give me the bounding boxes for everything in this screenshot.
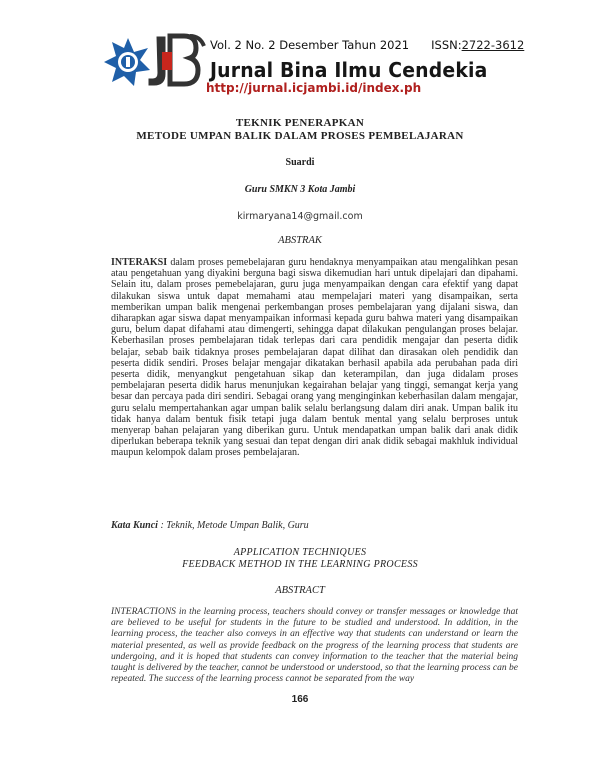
journal-logo: [104, 26, 208, 98]
abstract-heading: ABSTRACT: [275, 585, 325, 596]
journal-header-meta: [210, 38, 524, 52]
abstract-body: INTERACTIONS in the learning process, teachers should convey or transfer messages or knowledge that are believed to be useful for students in the future to be studied and understood. In addition, in the learning process, the teacher also conveys in an effective way that students can understand or learn the material presented, as well as provide feedback on the progress of the learning process that students are undergoing, and it is hoped that students can convey information to the teacher that the material being taught is delivered by the teacher, cannot be understood or understood, so that the learning process can be repeated. The success of the learning process cannot be separated from the way: [111, 607, 518, 685]
abstrak-text: dalam proses pemebelajaran guru hendaknya menyampaikan atau mengalihkan pesan atau pengetahuan yang diyakini berguna bagi siswa dikemudian hari untuk dipelajari dan dipahami. Selain itu, dalam proses pemebelajaran, guru juga menyampaikan dengan cara efektif yang dapat dilakukan siswa untuk dapat memahami atau mempelajari materi yang disampaikan, serta memberikan umpan balik mengenai perkembangan proses pembelajaran yang dijalani siswa, dan diharapkan agar siswa dapat menyampaikan informasi kepada guru bahwa materi yang disampaikan guru, belum dapat difahami atau dimengerti, sehingga dapat dilakukan pengulangan proses belajar. Keberhasilan proses pembelajaran tidak terlepas dari cara pendidik mengajar dan peserta didik belajar, sebab baik tidaknya proses pembelajaran dapat dilihat dan dirasakan oleh pendidik dan peserta didik sendiri. Proses belajar mengajar dikatakan berhasil apabila ada perubahan pada diri peserta didik, menyangkut pengetahuan sikap dan keterampilan, dan juga didalam proses pembelajaran peserta didik harus menunjukan kegairahan belajar yang tinggi, semangat kerja yang besar dan percaya pada diri sendiri. Sebagai orang yang menginginkan keberhasilan dalam mengajar, guru selalu mempertahankan agar umpan balik selalu berlangsung dalam diri anak. Umpan balik itu tidak hanya dalam bentuk fisik tetapi juga dalam bentuk mental yang selalu berproses untuk menyerap bahan pelajaran yang diberikan guru. Untuk mendapatkan umpan balik dari anak didik diperlukan beberapa teknik yang sesuai dan tepat dengan diri anak didik sebagai makhluk individual maupun kelompok dalam proses pembelajaran.: [111, 257, 518, 459]
author-affiliation: Guru SMKN 3 Kota Jambi: [244, 184, 356, 195]
keywords-label: Kata Kunci: [111, 520, 158, 531]
article-title-line1: TEKNIK PENERAPKAN: [235, 117, 365, 129]
article-title-line2: METODE UMPAN BALIK DALAM PROSES PEMBELAJARAN: [136, 130, 464, 142]
issn-number: 2722-3612: [461, 38, 525, 52]
abstrak-body: [111, 257, 518, 459]
star-emblem-icon: [104, 38, 150, 86]
jbc-mark-icon: [148, 36, 204, 86]
keywords-text: : Teknik, Metode Umpan Balik, Guru: [157, 520, 309, 531]
abstrak-heading: ABSTRAK: [278, 235, 322, 246]
issn-label: ISSN:: [431, 38, 462, 52]
journal-name: Jurnal Bina Ilmu Cendekia: [210, 58, 488, 82]
author-name: Suardi: [285, 157, 315, 168]
author-email[interactable]: kirmaryana14@gmail.com: [237, 211, 363, 222]
abstrak-lead-word: INTERAKSI: [111, 257, 168, 268]
english-title-line1: APPLICATION TECHNIQUES: [233, 547, 367, 558]
keywords-line: [111, 520, 518, 531]
page-number: 166: [291, 694, 309, 705]
english-title-line2: FEEDBACK METHOD IN THE LEARNING PROCESS: [182, 559, 418, 570]
volume-info: Vol. 2 No. 2 Desember Tahun 2021: [210, 38, 410, 52]
journal-url-link[interactable]: http://jurnal.icjambi.id/index.ph: [206, 81, 422, 95]
